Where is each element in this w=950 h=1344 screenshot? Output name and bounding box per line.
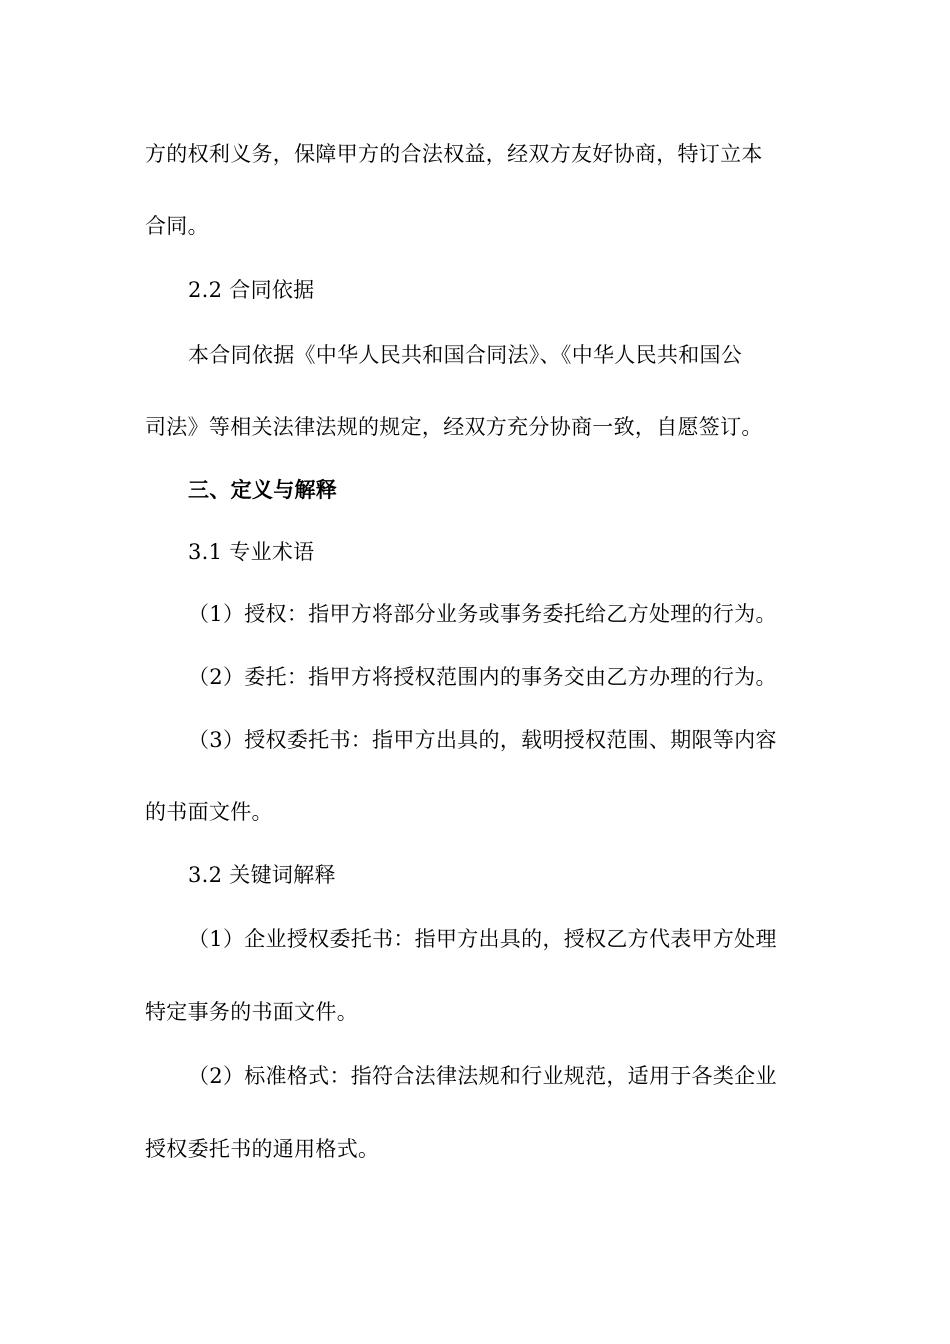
paragraph-line: 的书面文件。	[145, 800, 273, 824]
definition-item: （1）授权：指甲方将部分业务或事务委托给乙方处理的行为。	[188, 602, 777, 626]
paragraph-line: 方的权利义务，保障甲方的合法权益，经双方友好协商，特订立本	[145, 142, 763, 166]
definition-item: （2）标准格式：指符合法律法规和行业规范，适用于各类企业	[188, 1064, 777, 1088]
chapter-heading-3: 三、定义与解释	[188, 477, 338, 502]
section-heading-3-1: 3.1 专业术语	[188, 540, 315, 564]
section-heading-3-2: 3.2 关键词解释	[188, 863, 336, 887]
paragraph-line: 本合同依据《中华人民共和国合同法》、《中华人民共和国公	[188, 343, 743, 367]
paragraph-line: 合同。	[145, 214, 209, 238]
paragraph-line: 特定事务的书面文件。	[145, 1000, 358, 1024]
definition-item: （2）委托：指甲方将授权范围内的事务交由乙方办理的行为。	[188, 665, 777, 689]
paragraph-line: 司法》等相关法律法规的规定，经双方充分协商一致，自愿签订。	[145, 415, 763, 439]
definition-item: （3）授权委托书：指甲方出具的，载明授权范围、期限等内容	[188, 728, 777, 752]
section-heading-2-2: 2.2 合同依据	[188, 278, 315, 302]
paragraph-line: 授权委托书的通用格式。	[145, 1137, 380, 1161]
definition-item: （1）企业授权委托书：指甲方出具的，授权乙方代表甲方处理	[188, 927, 777, 951]
